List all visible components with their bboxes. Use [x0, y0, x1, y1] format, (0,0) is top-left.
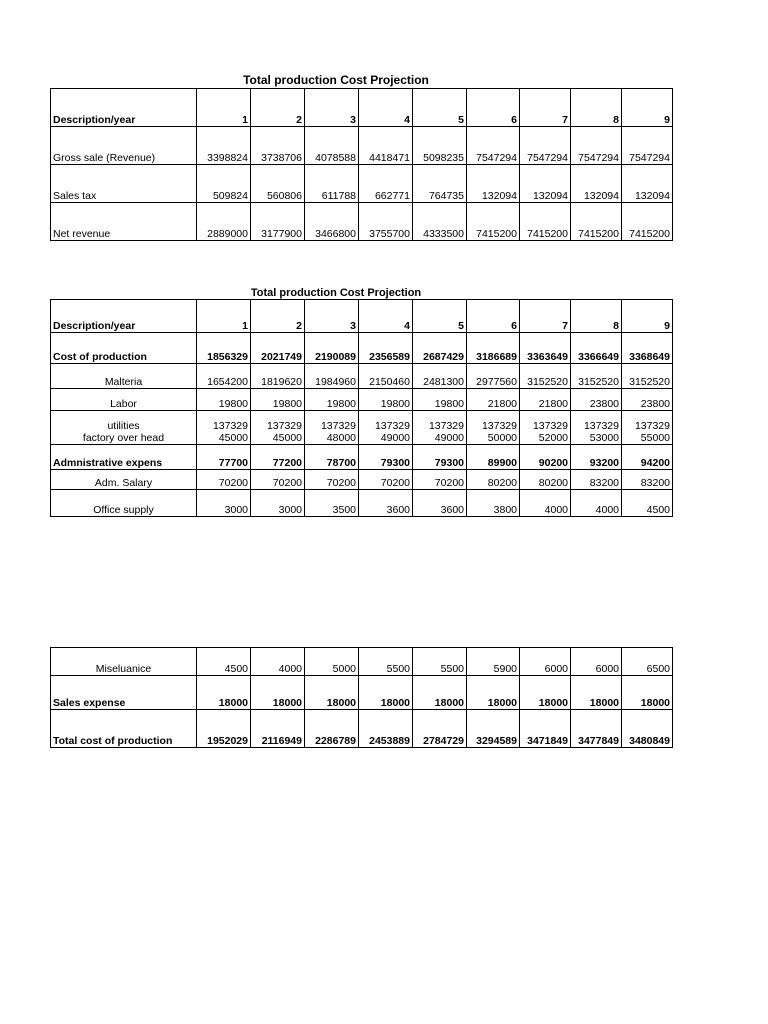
- cell: 79300: [413, 445, 467, 470]
- cell: 3000: [197, 490, 251, 517]
- factory-over-head-label: factory over head: [82, 432, 165, 444]
- table-row: [51, 364, 673, 389]
- cell: [467, 411, 520, 445]
- cell: 1952029: [197, 710, 251, 748]
- cell: 90200: [520, 445, 571, 470]
- utilities-value: 137329: [266, 420, 302, 432]
- cell: 132094: [520, 165, 571, 203]
- cell: 18000: [359, 676, 413, 710]
- cell: 70200: [251, 470, 305, 490]
- row-label: Miseluanice: [51, 648, 197, 676]
- utilities-value: 137329: [374, 420, 410, 432]
- cell: 78700: [305, 445, 359, 470]
- table-row: [51, 445, 673, 470]
- cell: 3366649: [571, 333, 622, 364]
- cell: 4418471: [359, 127, 413, 165]
- cell: 3152520: [622, 364, 673, 389]
- cell: 70200: [305, 470, 359, 490]
- cell: 2687429: [413, 333, 467, 364]
- year-7: 7: [520, 300, 571, 333]
- row-label: Labor: [51, 389, 197, 411]
- cell: 2784729: [413, 710, 467, 748]
- cell: 3152520: [520, 364, 571, 389]
- cell: 132094: [467, 165, 520, 203]
- cell: 23800: [622, 389, 673, 411]
- utilities-value: 137329: [634, 420, 670, 432]
- cell: 80200: [467, 470, 520, 490]
- cell: 79300: [359, 445, 413, 470]
- row-label: [51, 411, 197, 445]
- table2-title: Total production Cost Projection: [250, 287, 422, 299]
- cell: 7547294: [520, 127, 571, 165]
- cell: 560806: [251, 165, 305, 203]
- cell: 4078588: [305, 127, 359, 165]
- cell: 3000: [251, 490, 305, 517]
- year-3: 3: [305, 89, 359, 127]
- year-9: 9: [622, 300, 673, 333]
- utilities-value: 137329: [428, 420, 464, 432]
- table-row: [51, 470, 673, 490]
- cell: 23800: [571, 389, 622, 411]
- factory-value: 55000: [640, 432, 670, 444]
- cell: 5500: [413, 648, 467, 676]
- cell: 19800: [197, 389, 251, 411]
- year-5: 5: [413, 300, 467, 333]
- utilities-label: utilities: [107, 420, 140, 432]
- factory-value: 53000: [589, 432, 619, 444]
- cell: 3471849: [520, 710, 571, 748]
- cell: 70200: [359, 470, 413, 490]
- cell: 5000: [305, 648, 359, 676]
- cell: [622, 411, 673, 445]
- cell: 1654200: [197, 364, 251, 389]
- cell: 3294589: [467, 710, 520, 748]
- year-5: 5: [413, 89, 467, 127]
- cell: 2481300: [413, 364, 467, 389]
- header-label: Description/year: [51, 300, 197, 333]
- year-4: 4: [359, 300, 413, 333]
- row-label: Total cost of production: [51, 710, 197, 748]
- table-row: [51, 389, 673, 411]
- cell: 7415200: [571, 203, 622, 241]
- cell: 4500: [197, 648, 251, 676]
- cell: 2150460: [359, 364, 413, 389]
- cell: 2021749: [251, 333, 305, 364]
- cell: 4500: [622, 490, 673, 517]
- utilities-value: 137329: [212, 420, 248, 432]
- cell: 7547294: [571, 127, 622, 165]
- cell: [413, 411, 467, 445]
- cell: [571, 411, 622, 445]
- year-3: 3: [305, 300, 359, 333]
- cell: 7415200: [520, 203, 571, 241]
- cell: 70200: [197, 470, 251, 490]
- row-label: Office supply: [51, 490, 197, 517]
- cell: 93200: [571, 445, 622, 470]
- table-row: [51, 490, 673, 517]
- cell: 3363649: [520, 333, 571, 364]
- table-row: [51, 676, 673, 710]
- row-label: Gross sale (Revenue): [51, 127, 197, 165]
- cell: 132094: [622, 165, 673, 203]
- cell: 19800: [251, 389, 305, 411]
- cell: 662771: [359, 165, 413, 203]
- year-6: 6: [467, 89, 520, 127]
- cell: 5500: [359, 648, 413, 676]
- cell: 18000: [251, 676, 305, 710]
- cell: 2453889: [359, 710, 413, 748]
- cell: 18000: [305, 676, 359, 710]
- cell: 19800: [359, 389, 413, 411]
- table-row: [51, 203, 673, 241]
- cell: 18000: [622, 676, 673, 710]
- cell: [359, 411, 413, 445]
- cell: 132094: [571, 165, 622, 203]
- cell: 3477849: [571, 710, 622, 748]
- cell: 21800: [520, 389, 571, 411]
- cell: 3600: [359, 490, 413, 517]
- cell: 3152520: [571, 364, 622, 389]
- cell: 18000: [197, 676, 251, 710]
- cell: 21800: [467, 389, 520, 411]
- row-label: Admnistrative expens: [51, 445, 197, 470]
- cell: 19800: [413, 389, 467, 411]
- factory-value: 45000: [218, 432, 248, 444]
- cell: [305, 411, 359, 445]
- factory-value: 49000: [434, 432, 464, 444]
- cell: 77200: [251, 445, 305, 470]
- cell: 6000: [571, 648, 622, 676]
- year-1: 1: [197, 89, 251, 127]
- year-2: 2: [251, 89, 305, 127]
- cell: 7415200: [467, 203, 520, 241]
- cell: 3466800: [305, 203, 359, 241]
- cell: 2190089: [305, 333, 359, 364]
- cell: 2889000: [197, 203, 251, 241]
- row-label: Cost of production: [51, 333, 197, 364]
- table-row: [51, 127, 673, 165]
- year-9: 9: [622, 89, 673, 127]
- cell: [197, 411, 251, 445]
- cell: 1856329: [197, 333, 251, 364]
- cell: 18000: [413, 676, 467, 710]
- row-label: Adm. Salary: [51, 470, 197, 490]
- table-row: [51, 333, 673, 364]
- factory-value: 45000: [272, 432, 302, 444]
- cell: 3186689: [467, 333, 520, 364]
- cell: 3500: [305, 490, 359, 517]
- cell: 4333500: [413, 203, 467, 241]
- factory-value: 52000: [538, 432, 568, 444]
- cell: 4000: [251, 648, 305, 676]
- cell: 70200: [413, 470, 467, 490]
- cell: 611788: [305, 165, 359, 203]
- cell: 80200: [520, 470, 571, 490]
- cell: 18000: [571, 676, 622, 710]
- year-7: 7: [520, 89, 571, 127]
- row-label: Sales tax: [51, 165, 197, 203]
- revenue-table: [50, 88, 673, 241]
- cell: 1819620: [251, 364, 305, 389]
- cell: 19800: [305, 389, 359, 411]
- factory-value: 50000: [487, 432, 517, 444]
- cell: 83200: [622, 470, 673, 490]
- cell: 509824: [197, 165, 251, 203]
- cell: 2356589: [359, 333, 413, 364]
- cell: 764735: [413, 165, 467, 203]
- cell: 7415200: [622, 203, 673, 241]
- cell: 2116949: [251, 710, 305, 748]
- cell: 18000: [520, 676, 571, 710]
- cell: 3738706: [251, 127, 305, 165]
- year-4: 4: [359, 89, 413, 127]
- cell: 4000: [520, 490, 571, 517]
- row-label: Malteria: [51, 364, 197, 389]
- revenue-header-row: [51, 89, 673, 127]
- cell: 94200: [622, 445, 673, 470]
- cell: 89900: [467, 445, 520, 470]
- cell: 2286789: [305, 710, 359, 748]
- utilities-value: 137329: [481, 420, 517, 432]
- factory-value: 49000: [380, 432, 410, 444]
- cell: 18000: [467, 676, 520, 710]
- cell: [251, 411, 305, 445]
- cell: 2977560: [467, 364, 520, 389]
- utilities-value: 137329: [583, 420, 619, 432]
- utilities-value: 137329: [320, 420, 356, 432]
- table-row: [51, 411, 673, 445]
- row-label: Net revenue: [51, 203, 197, 241]
- cell: 3480849: [622, 710, 673, 748]
- cell: 3600: [413, 490, 467, 517]
- cell: [520, 411, 571, 445]
- year-8: 8: [571, 89, 622, 127]
- year-1: 1: [197, 300, 251, 333]
- cell: 3800: [467, 490, 520, 517]
- table-row: [51, 710, 673, 748]
- cell: 4000: [571, 490, 622, 517]
- header-label: Description/year: [51, 89, 197, 127]
- row-label: Sales expense: [51, 676, 197, 710]
- table-row: [51, 648, 673, 676]
- cell: 6000: [520, 648, 571, 676]
- table-row: [51, 165, 673, 203]
- cell: 77700: [197, 445, 251, 470]
- year-2: 2: [251, 300, 305, 333]
- cell: 3177900: [251, 203, 305, 241]
- cell: 7547294: [622, 127, 673, 165]
- table1-title: Total production Cost Projection: [243, 73, 429, 87]
- utilities-value: 137329: [532, 420, 568, 432]
- cell: 3368649: [622, 333, 673, 364]
- cell: 1984960: [305, 364, 359, 389]
- year-6: 6: [467, 300, 520, 333]
- cell: 5098235: [413, 127, 467, 165]
- cell: 3398824: [197, 127, 251, 165]
- factory-value: 48000: [326, 432, 356, 444]
- cell: 5900: [467, 648, 520, 676]
- year-8: 8: [571, 300, 622, 333]
- totals-table: [50, 647, 673, 748]
- cell: 83200: [571, 470, 622, 490]
- cell: 3755700: [359, 203, 413, 241]
- cell: 6500: [622, 648, 673, 676]
- cost-header-row: [51, 300, 673, 333]
- cell: 7547294: [467, 127, 520, 165]
- cost-table: [50, 299, 673, 517]
